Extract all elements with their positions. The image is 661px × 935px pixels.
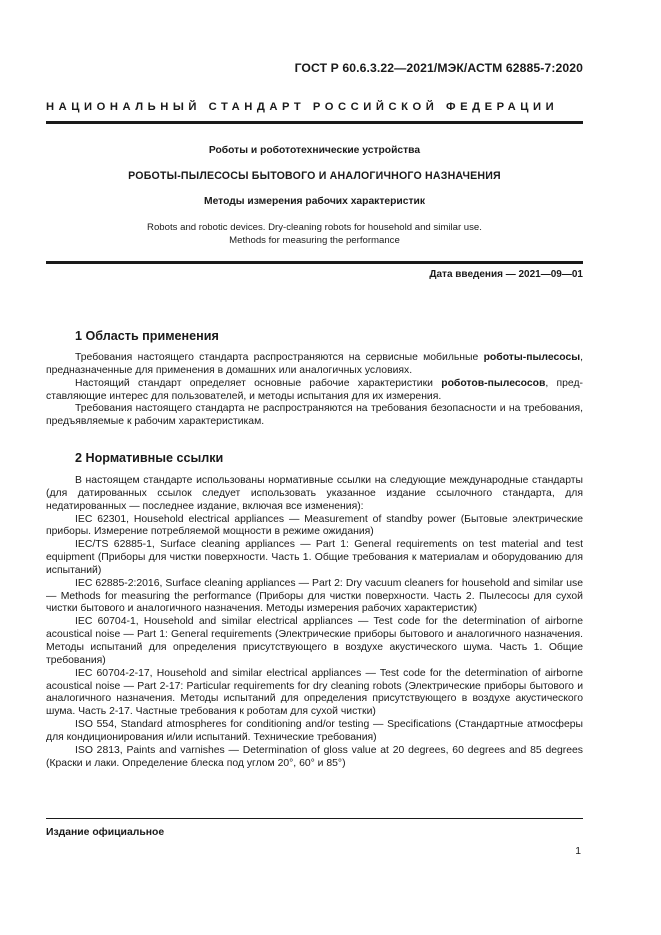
text-run: Требования настоящего стандарта распространяются на сервисные мобильные xyxy=(75,352,484,363)
section2-heading: 2 Нормативные ссылки xyxy=(75,451,224,465)
title-general: Роботы и робототехнические устройства xyxy=(208,145,421,156)
standard-code: ГОСТ Р 60.6.3.22—2021/МЭК/АСТМ 62885-7:2020 xyxy=(294,61,583,75)
section1-heading: 1 Область применения xyxy=(75,329,219,343)
page-number: 1 xyxy=(575,846,581,857)
reference-item: IEC 60704-1, Household and similar electrical appliances — Test code for the determination of airborne acoustical noise — Part 1: General requirements (Электрические приборы бытового и аналогичного назначения. Методы испытаний для определения присутствующего в воздухе акустического шума. Часть 1. Общие требования) xyxy=(46,616,583,666)
national-standard-banner: НАЦИОНАЛЬНЫЙ СТАНДАРТ РОССИЙСКОЙ ФЕДЕРАЦИИ xyxy=(46,101,559,113)
bottom-rule xyxy=(46,261,583,264)
text-run: Настоящий стандарт определяет основные рабочие характеристики xyxy=(75,377,442,389)
section1-body xyxy=(46,352,583,429)
term-bold: роботов-пылесосов xyxy=(441,377,546,389)
term-bold: роботы-пылесосы xyxy=(483,352,581,363)
introduction-date: Дата введения — 2021—09—01 xyxy=(429,269,583,280)
reference-item: IEC/TS 62885-1, Surface cleaning appliances — Part 1: General requirements on test material and test equipment (Приборы для чистки поверхности. Часть 1. Общие требования к материалам и оборудованию для испытаний) xyxy=(46,539,583,576)
section1-paragraph: Требования настоящего стандарта не распространяются на требования безопасности и на требования, предъявляемые к рабочим характеристикам. xyxy=(46,403,583,428)
section2-body xyxy=(46,475,583,770)
top-rule xyxy=(46,121,583,124)
title-english-line2: Methods for measuring the performance xyxy=(229,235,400,246)
reference-item: ISO 554, Standard atmospheres for conditioning and/or testing — Specifications (Стандартные атмосферы для кондиционирования и/или испытаний. Технические требования) xyxy=(46,719,583,743)
footer-rule xyxy=(46,818,583,819)
text-run: , предназначенные для применения в домашних или аналогичных условиях. xyxy=(46,352,583,376)
reference-item: IEC 62885-2:2016, Surface cleaning appliances — Part 2: Dry vacuum cleaners for household and similar use — Methods for measuring the performance (Приборы для чистки поверхности. Часть 2. Пылесосы для сухой чистки бытового и аналогичного назначения. Методы измерения рабочих характеристик) xyxy=(46,577,583,615)
reference-item: ISO 2813, Paints and varnishes — Determination of gloss value at 20 degrees, 60 degrees and 85 degrees (Краски и лаки. Определение блеска под углом 20°, 60° и 85°) xyxy=(46,744,583,769)
section1-paragraph xyxy=(46,378,583,404)
text-run: , представляющие интерес для пользователей, и методы испытания для их измерения. xyxy=(46,377,583,402)
reference-item: IEC 62301, Household electrical appliances — Measurement of standby power (Бытовые электрические приборы. Измерение потребляемой мощности в режиме ожидания) xyxy=(46,513,583,538)
section1-paragraph xyxy=(46,352,583,378)
section2-paragraph: В настоящем стандарте использованы нормативные ссылки на следующие международные стандарты (для датированных ссылок следует использовать указанное издание ссылочного стандарта, для недатированных — последнее издание, включая все изменения): xyxy=(46,475,583,512)
official-edition-label: Издание официальное xyxy=(46,827,165,838)
reference-item: IEC 60704-2-17, Household and similar electrical appliances — Test code for the determination of airborne acoustical noise — Part 2-17: Particular requirements for dry cleaning robots (Электрические приборы бытового и аналогичного назначения. Методы испытаний для определения присутствующего в воздухе акустического шума. Часть 2-17. Частные требования к роботам для сухой чистки) xyxy=(46,667,583,718)
title-english-line1: Robots and robotic devices. Dry-cleaning robots for household and similar use. xyxy=(147,222,482,233)
title-sub: Методы измерения рабочих характеристик xyxy=(204,196,425,207)
title-main: РОБОТЫ-ПЫЛЕСОСЫ БЫТОВОГО И АНАЛОГИЧНОГО НАЗНАЧЕНИЯ xyxy=(128,170,501,182)
